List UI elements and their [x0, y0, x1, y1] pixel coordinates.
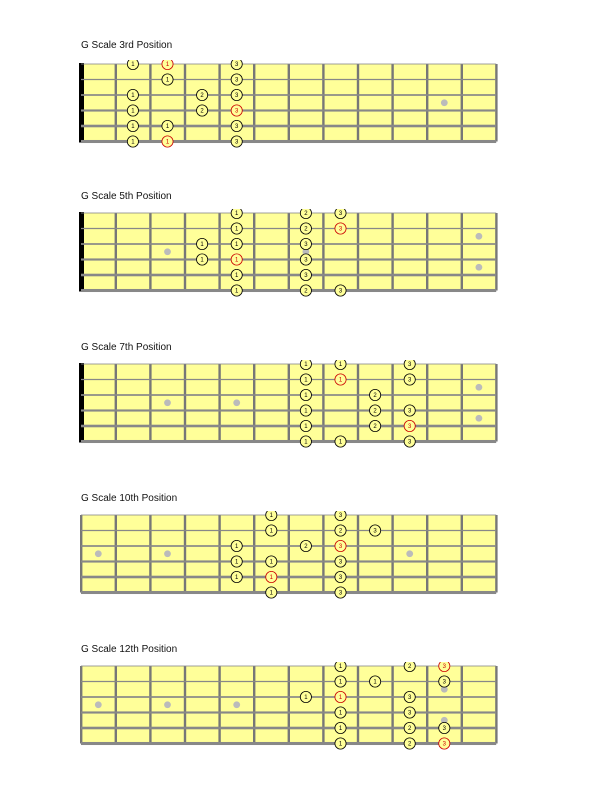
fretboard	[0, 662, 612, 772]
fret-wire	[218, 515, 220, 593]
diagram-10th-position	[0, 493, 612, 643]
fret-wire	[426, 213, 428, 291]
fretboard	[0, 60, 612, 170]
finger-number: 2	[408, 741, 412, 748]
note-marker	[300, 374, 311, 385]
root-note-marker	[439, 738, 450, 749]
finger-number: 2	[304, 211, 308, 218]
note-marker	[335, 209, 346, 219]
inlay-dot	[441, 99, 448, 106]
note-marker	[162, 120, 173, 131]
finger-number: 1	[235, 211, 239, 218]
fret-wire	[426, 64, 428, 142]
finger-number: 1	[269, 559, 273, 566]
note-marker	[197, 89, 208, 100]
finger-number: 1	[269, 590, 273, 597]
finger-number: 1	[338, 377, 343, 384]
finger-number: 3	[442, 679, 446, 686]
finger-number: 1	[338, 664, 343, 671]
note-marker	[300, 209, 311, 219]
root-note-marker	[266, 571, 277, 582]
finger-number: 1	[304, 695, 308, 702]
note-marker	[370, 405, 381, 416]
string-line	[81, 409, 496, 411]
fret-wire	[253, 666, 255, 744]
note-marker	[404, 360, 415, 370]
finger-number: 1	[235, 575, 239, 582]
fret-wire	[80, 666, 82, 744]
note-marker	[404, 436, 415, 447]
note-marker	[439, 676, 450, 687]
string-line	[81, 140, 496, 143]
finger-number: 1	[338, 439, 343, 446]
finger-number: 3	[338, 544, 343, 551]
note-marker	[127, 120, 138, 131]
inlay-dot	[95, 701, 102, 708]
root-note-marker	[335, 374, 346, 385]
note-marker	[266, 556, 277, 567]
note-marker	[335, 707, 346, 718]
diagram-5th-position	[0, 191, 612, 341]
string-line	[81, 94, 496, 96]
string-line	[81, 560, 496, 562]
finger-number: 3	[408, 695, 412, 702]
note-marker	[231, 89, 242, 100]
finger-number: 3	[235, 77, 239, 84]
finger-number: 1	[304, 408, 308, 415]
note-marker	[300, 269, 311, 280]
finger-number: 3	[373, 528, 377, 535]
fret-wire	[115, 666, 117, 744]
root-note-marker	[439, 662, 450, 672]
note-marker	[231, 285, 242, 296]
finger-number: 1	[235, 242, 239, 249]
finger-number: 1	[131, 124, 135, 131]
string-line	[81, 289, 496, 292]
fret-wire	[253, 64, 255, 142]
string-line	[81, 79, 496, 80]
finger-number: 2	[408, 664, 412, 671]
note-marker	[231, 60, 242, 70]
diagram-title: G Scale 7th Position	[81, 342, 172, 353]
finger-number: 1	[200, 257, 204, 264]
finger-number: 3	[408, 424, 412, 431]
finger-number: 1	[304, 424, 308, 431]
finger-number: 2	[304, 226, 308, 233]
finger-number: 3	[338, 575, 343, 582]
finger-number: 1	[165, 139, 170, 146]
finger-number: 3	[235, 108, 239, 115]
fret-wire	[288, 213, 290, 291]
finger-number: 3	[408, 408, 412, 415]
finger-number: 1	[165, 62, 170, 69]
finger-number: 1	[304, 439, 308, 446]
note-marker	[335, 525, 346, 536]
nut	[79, 63, 84, 143]
note-marker	[300, 405, 311, 416]
note-marker	[300, 540, 311, 551]
string-line	[81, 440, 496, 443]
note-marker	[300, 389, 311, 400]
diagram-title: G Scale 12th Position	[81, 644, 178, 655]
finger-number: 1	[373, 679, 377, 686]
note-marker	[370, 389, 381, 400]
finger-number: 1	[338, 741, 343, 748]
inlay-dot	[476, 384, 483, 391]
finger-number: 3	[442, 726, 446, 733]
string-line	[81, 666, 496, 667]
fret-wire	[253, 515, 255, 593]
finger-number: 3	[338, 211, 343, 218]
fret-wire	[149, 64, 151, 142]
fret-wire	[495, 364, 497, 442]
fretboard	[0, 209, 612, 319]
fret-wire	[391, 213, 393, 291]
note-marker	[300, 360, 311, 370]
fret-wire	[357, 515, 359, 593]
fret-wire	[391, 64, 393, 142]
note-marker	[231, 209, 242, 219]
inlay-dot	[406, 550, 413, 557]
finger-number: 1	[235, 257, 239, 264]
fret-wire	[322, 515, 324, 593]
inlay-dot	[233, 399, 240, 406]
inlay-dot	[164, 550, 171, 557]
finger-number: 2	[408, 726, 412, 733]
note-marker	[231, 540, 242, 551]
diagram-12th-position	[0, 644, 612, 794]
note-marker	[404, 405, 415, 416]
fret-wire	[357, 64, 359, 142]
string-line	[81, 364, 496, 365]
string-line	[81, 726, 496, 733]
note-marker	[231, 120, 242, 131]
root-note-marker	[162, 60, 173, 70]
diagram-3rd-position	[0, 40, 612, 190]
fret-wire	[357, 213, 359, 291]
note-marker	[127, 105, 138, 116]
string-line	[81, 742, 496, 745]
root-note-marker	[231, 254, 242, 265]
fret-wire	[115, 515, 117, 593]
note-marker	[127, 136, 138, 147]
note-marker	[197, 254, 208, 265]
note-marker	[231, 238, 242, 249]
fret-wire	[80, 515, 82, 593]
fret-wire	[218, 64, 220, 142]
finger-number: 1	[200, 242, 204, 249]
note-marker	[231, 223, 242, 234]
root-note-marker	[335, 540, 346, 551]
finger-number: 2	[338, 528, 343, 535]
fret-wire	[253, 364, 255, 442]
finger-number: 3	[338, 559, 343, 566]
finger-number: 1	[269, 513, 273, 520]
string-line	[81, 530, 496, 531]
fret-wire	[426, 666, 428, 744]
string-line	[81, 711, 496, 713]
finger-number: 2	[304, 288, 308, 295]
note-marker	[335, 722, 346, 733]
root-note-marker	[335, 223, 346, 234]
finger-number: 3	[408, 710, 412, 717]
note-marker	[231, 571, 242, 582]
finger-number: 1	[131, 139, 135, 146]
finger-number: 1	[304, 393, 308, 400]
fret-wire	[391, 364, 393, 442]
string-line	[81, 575, 496, 582]
note-marker	[335, 738, 346, 749]
finger-number: 1	[338, 710, 343, 717]
fret-wire	[322, 213, 324, 291]
fret-wire	[115, 364, 117, 442]
finger-number: 3	[235, 93, 239, 100]
string-line	[81, 258, 496, 260]
root-note-marker	[231, 105, 242, 116]
fret-wire	[461, 64, 463, 142]
fret-wire	[495, 213, 497, 291]
finger-number: 3	[338, 288, 343, 295]
fret-wire	[461, 213, 463, 291]
diagram-title: G Scale 10th Position	[81, 493, 178, 504]
inlay-dot	[164, 248, 171, 255]
fret-wire	[495, 515, 497, 593]
note-marker	[266, 511, 277, 521]
fret-wire	[461, 515, 463, 593]
finger-number: 2	[200, 108, 204, 115]
root-note-marker	[335, 691, 346, 702]
note-marker	[300, 223, 311, 234]
finger-number: 2	[373, 424, 377, 431]
fret-wire	[461, 666, 463, 744]
fret-wire	[218, 364, 220, 442]
finger-number: 1	[131, 93, 135, 100]
finger-number: 3	[338, 590, 343, 597]
inlay-dot	[164, 399, 171, 406]
fret-wire	[495, 666, 497, 744]
note-marker	[127, 60, 138, 70]
string-line	[81, 394, 496, 396]
fret-wire	[426, 515, 428, 593]
note-marker	[404, 374, 415, 385]
finger-number: 3	[304, 273, 308, 280]
fret-wire	[322, 364, 324, 442]
fret-wire	[115, 64, 117, 142]
note-marker	[335, 285, 346, 296]
fret-wire	[288, 64, 290, 142]
finger-number: 1	[235, 288, 239, 295]
note-marker	[300, 420, 311, 431]
fret-wire	[322, 64, 324, 142]
note-marker	[404, 662, 415, 672]
note-marker	[266, 587, 277, 598]
fret-wire	[149, 515, 151, 593]
note-marker	[370, 525, 381, 536]
note-marker	[370, 676, 381, 687]
fret-wire	[288, 666, 290, 744]
inlay-dot	[233, 701, 240, 708]
finger-number: 1	[235, 273, 239, 280]
finger-number: 1	[338, 695, 343, 702]
fret-wire	[184, 666, 186, 744]
finger-number: 2	[373, 393, 377, 400]
fret-wire	[149, 364, 151, 442]
inlay-dot	[95, 550, 102, 557]
inlay-dot	[164, 701, 171, 708]
diagram-7th-position	[0, 342, 612, 492]
finger-number: 3	[235, 62, 239, 69]
fret-wire	[184, 213, 186, 291]
finger-number: 1	[338, 726, 343, 733]
note-marker	[335, 556, 346, 567]
note-marker	[231, 269, 242, 280]
fret-wire	[391, 666, 393, 744]
root-note-marker	[162, 136, 173, 147]
fret-wire	[426, 364, 428, 442]
finger-number: 1	[304, 362, 308, 369]
note-marker	[197, 105, 208, 116]
nut	[79, 363, 84, 443]
inlay-dot	[476, 264, 483, 271]
finger-number: 1	[235, 226, 239, 233]
finger-number: 1	[269, 575, 273, 582]
finger-number: 1	[235, 544, 239, 551]
finger-number: 1	[338, 679, 343, 686]
finger-number: 1	[165, 124, 170, 131]
note-marker	[335, 511, 346, 521]
finger-number: 3	[235, 139, 239, 146]
finger-number: 3	[338, 226, 343, 233]
string-line	[81, 515, 496, 516]
nut	[79, 212, 84, 292]
finger-number: 3	[304, 242, 308, 249]
note-marker	[300, 238, 311, 249]
fret-wire	[149, 666, 151, 744]
finger-number: 1	[131, 108, 135, 115]
note-marker	[335, 662, 346, 672]
inlay-dot	[476, 415, 483, 422]
note-marker	[231, 74, 242, 85]
finger-number: 3	[304, 257, 308, 264]
note-marker	[300, 254, 311, 265]
string-line	[81, 545, 496, 547]
note-marker	[404, 707, 415, 718]
note-marker	[266, 525, 277, 536]
fret-wire	[184, 515, 186, 593]
fret-wire	[253, 213, 255, 291]
note-marker	[404, 738, 415, 749]
note-marker	[404, 691, 415, 702]
diagram-title: G Scale 3rd Position	[81, 40, 173, 51]
fretboard	[0, 511, 612, 621]
string-line	[81, 228, 496, 229]
string-line	[81, 379, 496, 380]
string-line	[81, 696, 496, 698]
finger-number: 3	[408, 439, 412, 446]
finger-number: 1	[338, 362, 343, 369]
finger-number: 3	[442, 741, 446, 748]
note-marker	[404, 722, 415, 733]
string-line	[81, 64, 496, 65]
finger-number: 1	[304, 377, 308, 384]
string-line	[81, 109, 496, 111]
string-line	[81, 243, 496, 245]
note-marker	[127, 89, 138, 100]
fret-wire	[149, 213, 151, 291]
finger-number: 2	[304, 544, 308, 551]
string-line	[81, 124, 496, 131]
note-marker	[370, 420, 381, 431]
note-marker	[335, 571, 346, 582]
fret-wire	[322, 666, 324, 744]
string-line	[81, 273, 496, 280]
fret-wire	[357, 666, 359, 744]
note-marker	[300, 285, 311, 296]
fret-wire	[495, 64, 497, 142]
fret-wire	[184, 364, 186, 442]
note-marker	[335, 436, 346, 447]
note-marker	[335, 676, 346, 687]
finger-number: 3	[338, 513, 343, 520]
string-line	[81, 424, 496, 431]
finger-number: 1	[165, 77, 170, 84]
fret-wire	[288, 364, 290, 442]
fret-wire	[357, 364, 359, 442]
note-marker	[439, 722, 450, 733]
finger-number: 2	[200, 93, 204, 100]
root-note-marker	[404, 420, 415, 431]
note-marker	[231, 556, 242, 567]
note-marker	[300, 436, 311, 447]
finger-number: 1	[131, 62, 135, 69]
fret-wire	[288, 515, 290, 593]
finger-number: 3	[408, 362, 412, 369]
finger-number: 1	[269, 528, 273, 535]
string-line	[81, 591, 496, 594]
fret-wire	[218, 213, 220, 291]
note-marker	[335, 587, 346, 598]
finger-number: 3	[235, 124, 239, 131]
string-line	[81, 681, 496, 682]
diagram-title: G Scale 5th Position	[81, 191, 172, 202]
note-marker	[300, 691, 311, 702]
note-marker	[197, 238, 208, 249]
fretboard	[0, 360, 612, 470]
finger-number: 1	[235, 559, 239, 566]
finger-number: 3	[408, 377, 412, 384]
fret-wire	[184, 64, 186, 142]
fret-wire	[115, 213, 117, 291]
note-marker	[162, 74, 173, 85]
note-marker	[231, 136, 242, 147]
fret-wire	[391, 515, 393, 593]
inlay-dot	[476, 233, 483, 240]
fret-wire	[461, 364, 463, 442]
finger-number: 2	[373, 408, 377, 415]
string-line	[81, 213, 496, 214]
fret-wire	[218, 666, 220, 744]
finger-number: 3	[442, 664, 446, 671]
note-marker	[335, 360, 346, 370]
